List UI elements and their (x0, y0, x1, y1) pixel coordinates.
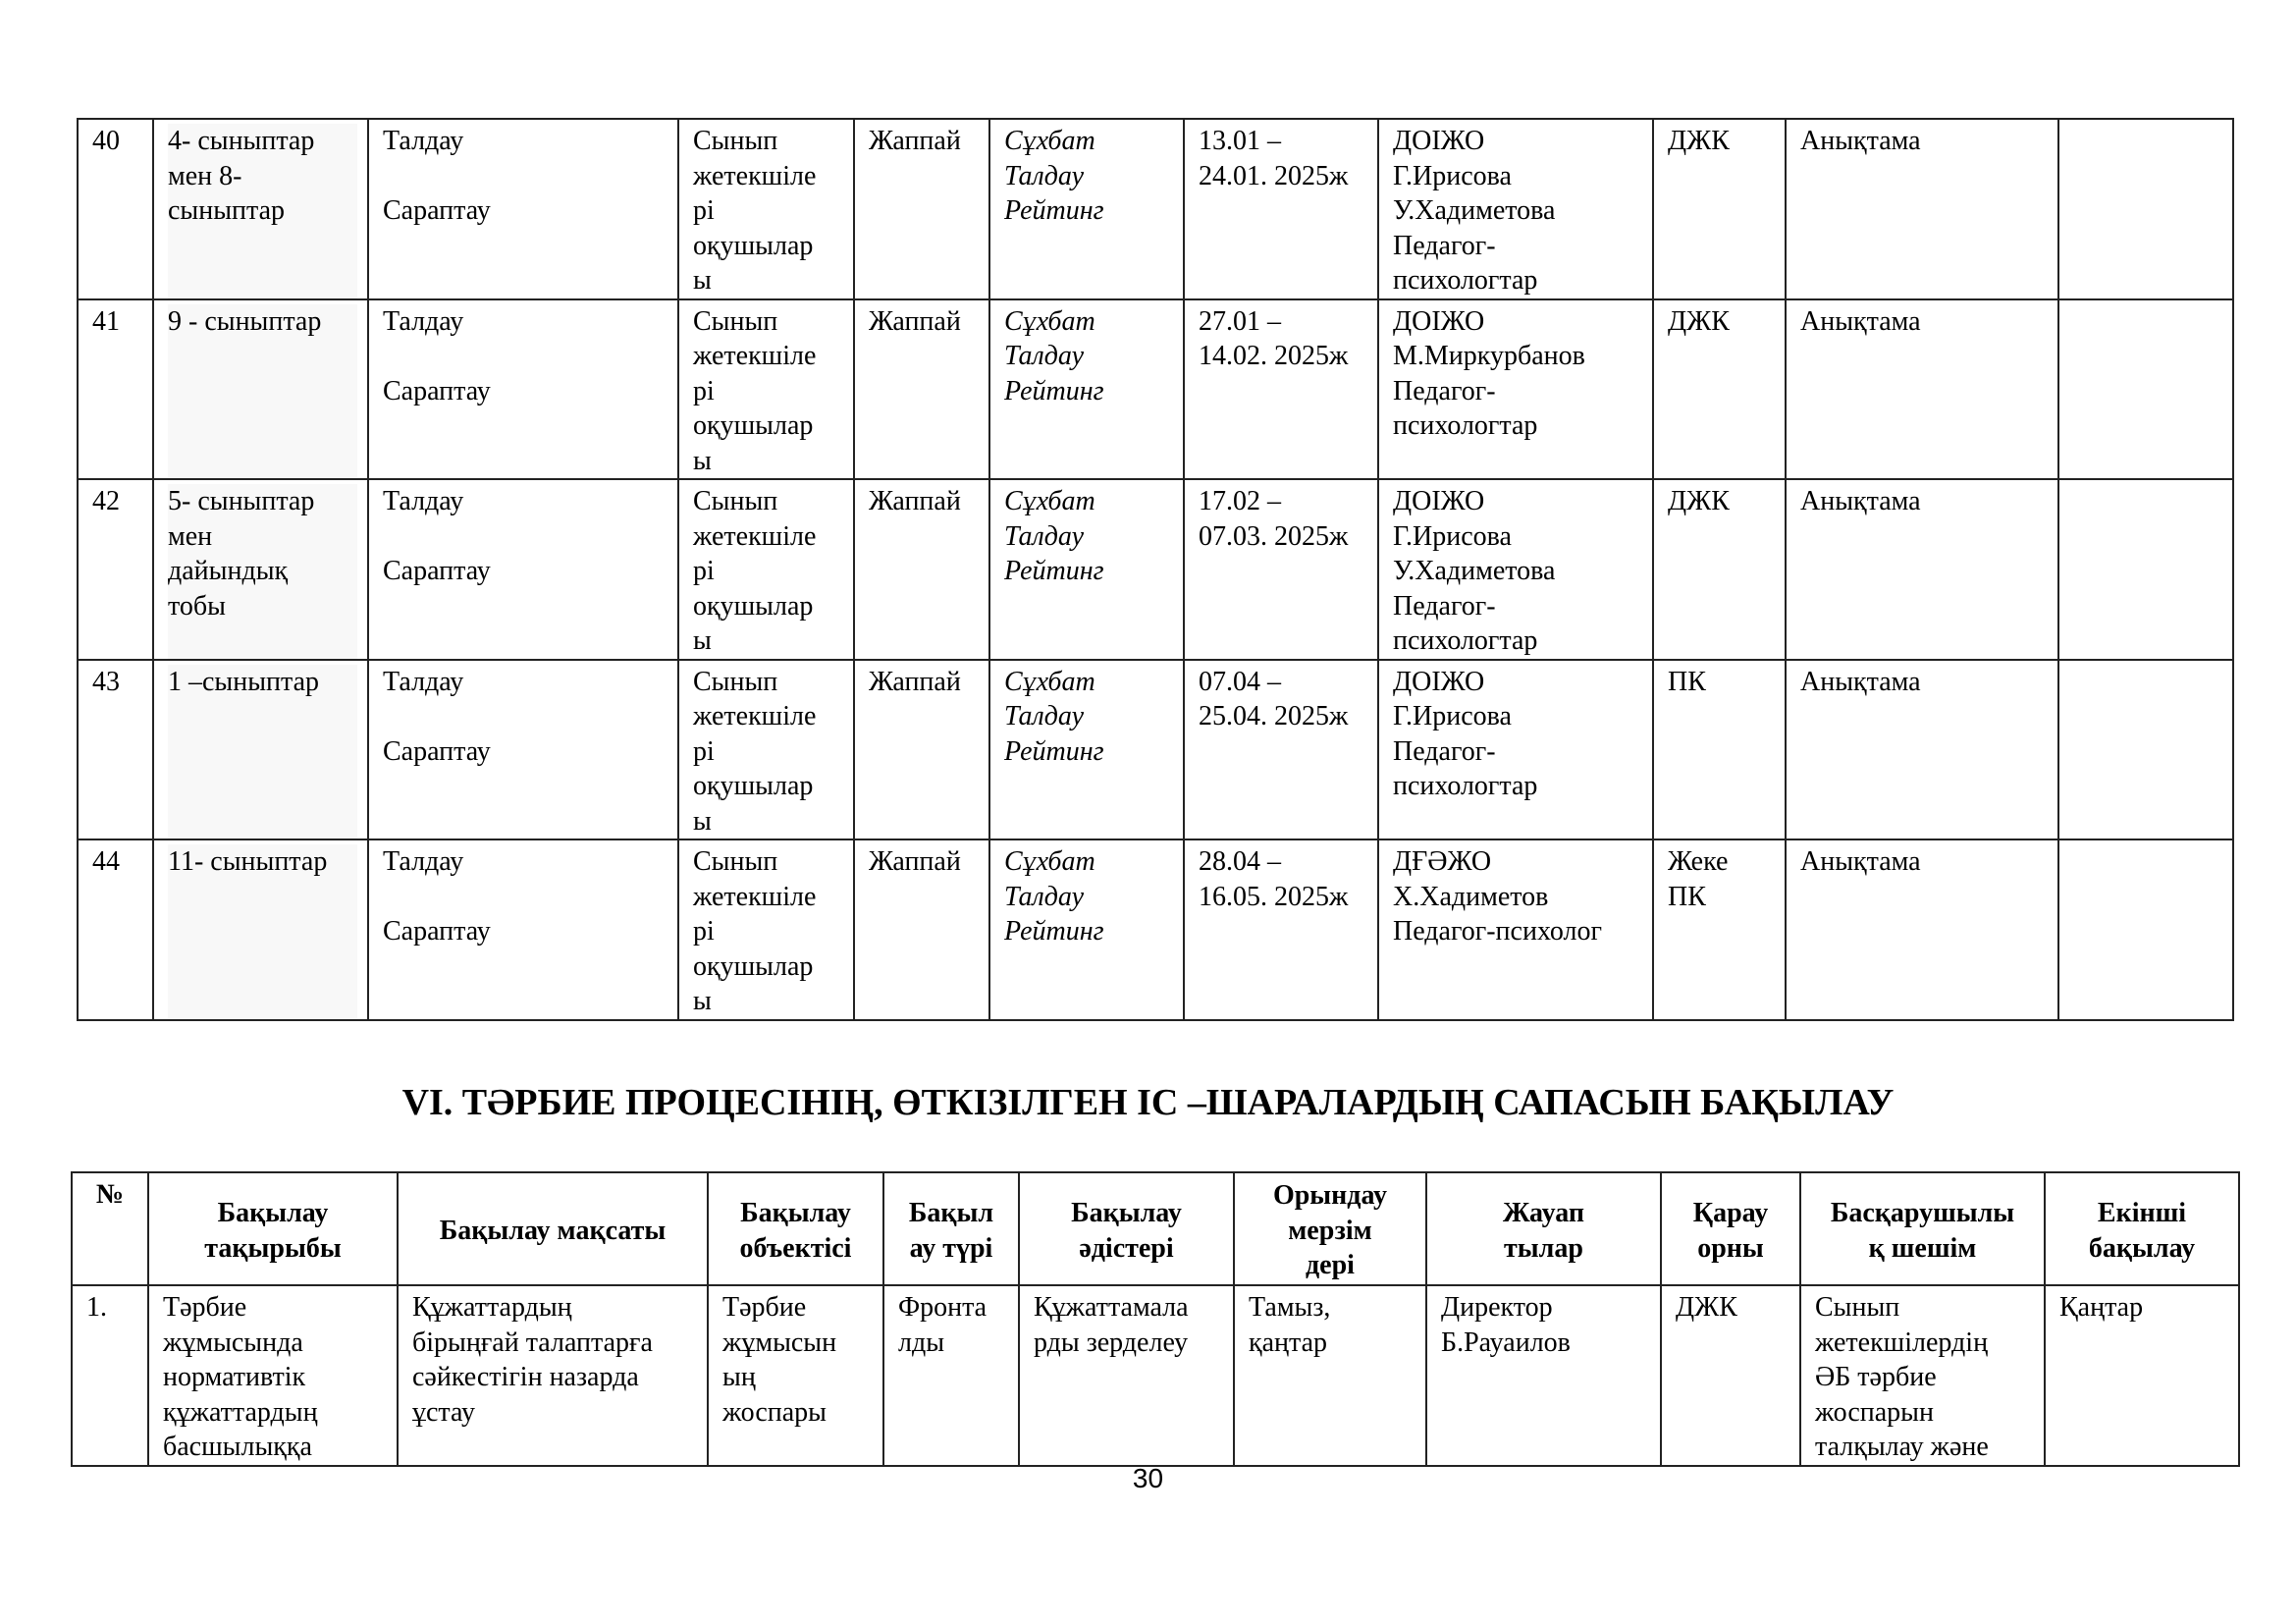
cell-second (2058, 660, 2233, 840)
column-header: Басқарушылы қ шешім (1800, 1172, 2045, 1285)
column-header: Бақылау объектісі (708, 1172, 883, 1285)
column-header: Екінші бақылау (2045, 1172, 2239, 1285)
table-row (78, 839, 2233, 1020)
table-row (72, 1285, 2239, 1466)
cell-responsible: ДҒӘЖО Х.Хадиметов Педагог-психолог (1378, 839, 1653, 1020)
cell-place: ДЖК (1653, 479, 1786, 660)
cell-object: Сынып жетекшіле рі оқушылар ы (678, 119, 854, 299)
cell-decision: Анықтама (1786, 119, 2058, 299)
cell-second (2058, 839, 2233, 1020)
table-row (78, 299, 2233, 480)
cell-methods: Сұхбат Талдау Рейтинг (989, 299, 1184, 480)
cell-form: Жаппай (854, 119, 989, 299)
cell-dates: 27.01 – 14.02. 2025ж (1184, 299, 1378, 480)
table-row (78, 660, 2233, 840)
cell-object: Сынып жетекшіле рі оқушылар ы (678, 839, 854, 1020)
cell-place: ДЖК (1653, 299, 1786, 480)
cell-num: 44 (78, 839, 153, 1020)
cell-form: Жаппай (854, 839, 989, 1020)
cell-methods: Сұхбат Талдау Рейтинг (989, 660, 1184, 840)
cell-object: Сынып жетекшіле рі оқушылар ы (678, 660, 854, 840)
cell-num: 42 (78, 479, 153, 660)
table-cell: Құжаттардың бірыңғай талаптарға сәйкестігін назарда ұстау (398, 1285, 708, 1466)
cell-type: Талдау Сараптау (368, 479, 678, 660)
cell-place: ПК (1653, 660, 1786, 840)
column-header: № (72, 1172, 148, 1285)
cell-second (2058, 119, 2233, 299)
cell-responsible: ДОІЖО М.Миркурбанов Педагог- психологтар (1378, 299, 1653, 480)
cell-classes: 11- сыныптар (153, 839, 368, 1020)
table-cell: ДЖК (1661, 1285, 1800, 1466)
cell-place: ДЖК (1653, 119, 1786, 299)
cell-decision: Анықтама (1786, 299, 2058, 480)
cell-type: Талдау Сараптау (368, 119, 678, 299)
page-number: 30 (1132, 1463, 1164, 1493)
cell-object: Сынып жетекшіле рі оқушылар ы (678, 479, 854, 660)
cell-type: Талдау Сараптау (368, 660, 678, 840)
cell-responsible: ДОІЖО Г.Ирисова Педагог- психологтар (1378, 660, 1653, 840)
column-header: Бақылау әдістері (1019, 1172, 1234, 1285)
cell-decision: Анықтама (1786, 479, 2058, 660)
cell-classes: 5- сыныптар мен дайындық тобы (153, 479, 368, 660)
table-cell: Қаңтар (2045, 1285, 2239, 1466)
cell-second (2058, 299, 2233, 480)
cell-responsible: ДОІЖО Г.Ирисова У.Хадиметова Педагог- психологтар (1378, 119, 1653, 299)
column-header: Қарау орны (1661, 1172, 1800, 1285)
table-cell: Сынып жетекшілердің ӘБ тәрбие жоспарын талқылау және (1800, 1285, 2045, 1466)
cell-place: Жеке ПК (1653, 839, 1786, 1020)
table-cell: Тәрбие жұмысында нормативтік құжаттардың басшылыққа (148, 1285, 398, 1466)
table-cell: Фронта лды (883, 1285, 1019, 1466)
column-header: Бақылау тақырыбы (148, 1172, 398, 1285)
column-header: Жауап тылар (1426, 1172, 1661, 1285)
cell-dates: 13.01 – 24.01. 2025ж (1184, 119, 1378, 299)
cell-classes: 9 - сыныптар (153, 299, 368, 480)
cell-classes: 1 –сыныптар (153, 660, 368, 840)
cell-decision: Анықтама (1786, 660, 2058, 840)
cell-dates: 28.04 – 16.05. 2025ж (1184, 839, 1378, 1020)
cell-type: Талдау Сараптау (368, 299, 678, 480)
column-header: Бақыл ау түрі (883, 1172, 1019, 1285)
cell-classes: 4- сыныптар мен 8- сыныптар (153, 119, 368, 299)
cell-num: 41 (78, 299, 153, 480)
table-cell: Тамыз, қаңтар (1234, 1285, 1426, 1466)
cell-form: Жаппай (854, 479, 989, 660)
cell-object: Сынып жетекшіле рі оқушылар ы (678, 299, 854, 480)
cell-dates: 07.04 – 25.04. 2025ж (1184, 660, 1378, 840)
cell-decision: Анықтама (1786, 839, 2058, 1020)
column-header: Бақылау мақсаты (398, 1172, 708, 1285)
cell-methods: Сұхбат Талдау Рейтинг (989, 839, 1184, 1020)
table-row (78, 479, 2233, 660)
cell-form: Жаппай (854, 660, 989, 840)
column-header: Орындау мерзім дері (1234, 1172, 1426, 1285)
upbringing-control-table (71, 1171, 2240, 1467)
cell-dates: 17.02 – 07.03. 2025ж (1184, 479, 1378, 660)
table-cell: Тәрбие жұмысын ың жоспары (708, 1285, 883, 1466)
cell-num: 40 (78, 119, 153, 299)
cell-methods: Сұхбат Талдау Рейтинг (989, 119, 1184, 299)
monitoring-table-continued (77, 118, 2234, 1021)
cell-form: Жаппай (854, 299, 989, 480)
table-row (78, 119, 2233, 299)
cell-methods: Сұхбат Талдау Рейтинг (989, 479, 1184, 660)
cell-type: Талдау Сараптау (368, 839, 678, 1020)
cell-second (2058, 479, 2233, 660)
table-cell: Директор Б.Рауаилов (1426, 1285, 1661, 1466)
table-cell: 1. (72, 1285, 148, 1466)
cell-responsible: ДОІЖО Г.Ирисова У.Хадиметова Педагог- психологтар (1378, 479, 1653, 660)
table-cell: Құжаттамала рды зерделеу (1019, 1285, 1234, 1466)
section-title: VI. ТӘРБИЕ ПРОЦЕСІНІҢ, ӨТКІЗІЛГЕН ІС –ШАРАЛАРДЫҢ САПАСЫН БАҚЫЛАУ (401, 1082, 1895, 1123)
cell-num: 43 (78, 660, 153, 840)
